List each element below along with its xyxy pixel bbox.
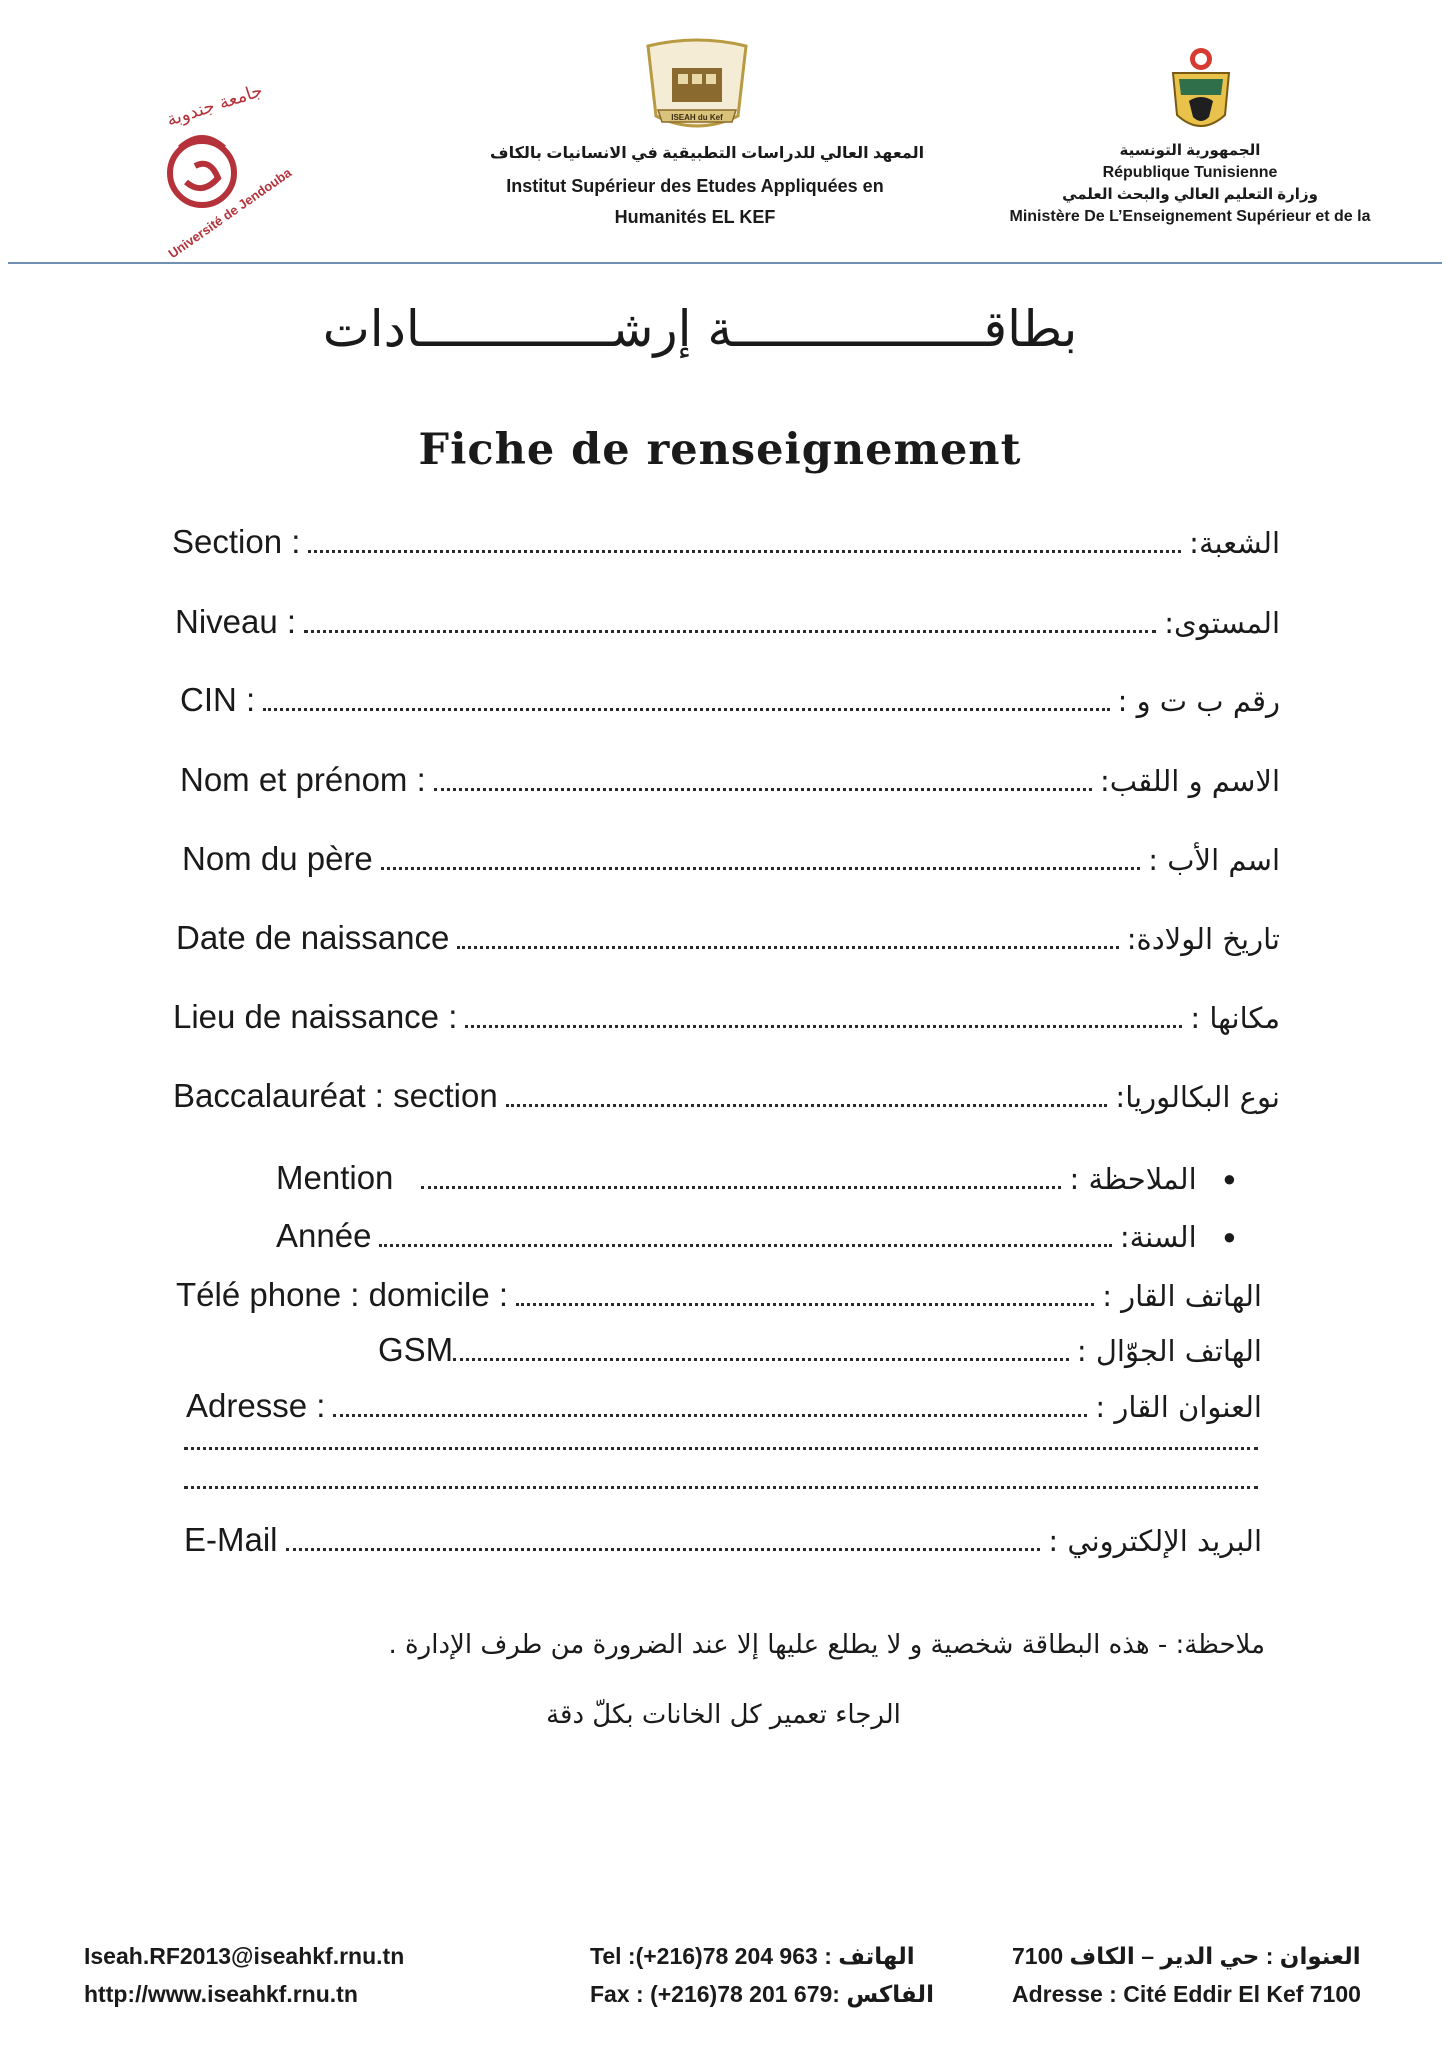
institute-name-ar: المعهد العالي للدراسات التطبيقية في الانسانيات بالكاف bbox=[490, 145, 925, 162]
ministry-header bbox=[990, 142, 1390, 237]
iseah-logo-text: ISEAH du Kef bbox=[671, 113, 723, 122]
footer-website[interactable]: http://www.iseahkf.rnu.tn bbox=[84, 1981, 358, 2007]
field-label-fr: Niveau : bbox=[175, 603, 297, 640]
fill-line[interactable] bbox=[304, 630, 1156, 633]
field-label-ar: مكانها : bbox=[1190, 1001, 1280, 1035]
field-adresse[interactable] bbox=[186, 1374, 1262, 1422]
field-telephone-domicile[interactable] bbox=[176, 1263, 1262, 1311]
fill-line[interactable] bbox=[333, 1414, 1087, 1417]
ministry-name-fr: Ministère De L’Enseignement Supérieur et de la bbox=[1009, 208, 1371, 225]
adresse-extra-line[interactable] bbox=[184, 1486, 1258, 1489]
field-label-ar: العنوان القار : bbox=[1095, 1390, 1262, 1424]
field-date-naissance[interactable] bbox=[176, 906, 1280, 954]
field-label-fr: CIN : bbox=[180, 681, 256, 718]
fill-line[interactable] bbox=[506, 1104, 1108, 1107]
institute-name-fr-line2: Humanités EL KEF bbox=[614, 207, 776, 227]
field-label-fr: Année bbox=[276, 1217, 372, 1254]
field-gsm[interactable] bbox=[378, 1318, 1262, 1366]
footer-email[interactable]: Iseah.RF2013@iseahkf.rnu.tn bbox=[84, 1943, 405, 1969]
field-label-fr: Nom et prénom : bbox=[180, 761, 426, 798]
fill-line[interactable] bbox=[465, 1025, 1182, 1028]
field-annee[interactable] bbox=[276, 1204, 1236, 1252]
field-label-fr: Mention bbox=[276, 1159, 394, 1196]
fill-line[interactable] bbox=[516, 1303, 1094, 1306]
field-label-fr: GSM bbox=[378, 1331, 454, 1368]
field-label-fr: E-Mail bbox=[184, 1521, 278, 1558]
university-of-jendouba-logo bbox=[140, 79, 295, 262]
fill-line[interactable] bbox=[421, 1186, 1061, 1189]
bullet-icon: ● bbox=[1222, 1224, 1236, 1249]
bullet-icon: ● bbox=[1222, 1166, 1236, 1191]
privacy-note: ملاحظة: - هذه البطاقة شخصية و لا يطلع عليها إلا عند الضرورة من طرف الإدارة . bbox=[388, 1630, 1265, 1660]
footer-address-fr: Adresse : Cité Eddir El Kef 7100 bbox=[1012, 1981, 1361, 2007]
field-label-fr: Date de naissance bbox=[176, 919, 450, 956]
fill-line[interactable] bbox=[453, 1358, 1069, 1361]
footer-tel: Tel :(+216)78 204 963 : الهاتف bbox=[590, 1943, 915, 1969]
field-baccalaureat[interactable] bbox=[173, 1064, 1280, 1112]
fill-line[interactable] bbox=[286, 1548, 1041, 1551]
field-label-ar: الاسم و اللقب: bbox=[1099, 764, 1280, 798]
field-cin[interactable] bbox=[180, 668, 1280, 716]
field-label-ar: الهاتف القار : bbox=[1102, 1279, 1262, 1313]
fill-line[interactable] bbox=[379, 1244, 1111, 1247]
field-lieu-naissance[interactable] bbox=[173, 985, 1280, 1033]
ministry-name-ar: وزارة التعليم العالي والبحث العلمي bbox=[1062, 186, 1318, 203]
field-label-fr: Section : bbox=[172, 523, 301, 560]
fill-line[interactable] bbox=[434, 788, 1092, 791]
field-mention[interactable] bbox=[276, 1146, 1236, 1194]
field-label-ar: السنة: bbox=[1119, 1220, 1197, 1254]
field-label-fr: Adresse : bbox=[186, 1387, 326, 1424]
field-label-fr: Baccalauréat : section bbox=[173, 1077, 498, 1114]
iseah-kef-logo bbox=[638, 38, 756, 138]
field-label-ar: البريد الإلكتروني : bbox=[1048, 1524, 1262, 1558]
republic-name-ar: الجمهورية التونسية bbox=[1119, 142, 1261, 159]
fill-instruction-note: الرجاء تعمير كل الخانات بكلّ دقة bbox=[546, 1700, 901, 1730]
field-nom-prenom[interactable] bbox=[180, 748, 1280, 796]
field-label-ar: رقم ب ت و : bbox=[1117, 684, 1280, 718]
footer-address-ar: العنوان : حي الدير – الكاف 7100 bbox=[1012, 1943, 1361, 1969]
field-niveau[interactable] bbox=[175, 590, 1280, 638]
field-label-ar: الهاتف الجوّال : bbox=[1076, 1334, 1262, 1368]
field-label-fr: Télé phone : domicile : bbox=[176, 1276, 509, 1313]
adresse-extra-line[interactable] bbox=[184, 1447, 1258, 1450]
field-label-ar: تاريخ الولادة: bbox=[1126, 922, 1280, 956]
field-email[interactable] bbox=[184, 1508, 1262, 1556]
field-label-fr: Lieu de naissance : bbox=[173, 998, 458, 1035]
institute-header bbox=[490, 145, 925, 235]
fill-line[interactable] bbox=[381, 867, 1140, 870]
header-divider bbox=[8, 262, 1442, 264]
institute-name-fr-line1: Institut Supérieur des Etudes Appliquées en bbox=[506, 176, 884, 196]
title-arabic: بطاقـــــــــــــــــة إرشـــــــــــــادات bbox=[322, 300, 1078, 358]
svg-text:جامعة جندوبة: جامعة جندوبة bbox=[164, 79, 266, 131]
tunisia-coat-of-arms-icon bbox=[1165, 45, 1237, 140]
field-section[interactable] bbox=[172, 510, 1280, 558]
field-label-ar: الملاحظة : bbox=[1069, 1162, 1197, 1196]
field-label-fr: Nom du père bbox=[182, 840, 373, 877]
field-label-ar: نوع البكالوريا: bbox=[1115, 1080, 1280, 1114]
footer-fax: Fax : (+216)78 201 679: الفاكس bbox=[590, 1981, 934, 2007]
field-label-ar: الشعبة: bbox=[1189, 526, 1280, 560]
fill-line[interactable] bbox=[263, 708, 1109, 711]
fill-line[interactable] bbox=[308, 550, 1181, 553]
title-french: Fiche de renseignement bbox=[418, 425, 1022, 475]
republic-name-fr: République Tunisienne bbox=[1102, 164, 1278, 181]
field-label-ar: المستوى: bbox=[1164, 606, 1280, 640]
field-nom-pere[interactable] bbox=[182, 827, 1280, 875]
fill-line[interactable] bbox=[457, 946, 1118, 949]
svg-text:Université de Jendouba: Université de Jendouba bbox=[165, 164, 295, 262]
field-label-ar: اسم الأب : bbox=[1148, 843, 1280, 877]
